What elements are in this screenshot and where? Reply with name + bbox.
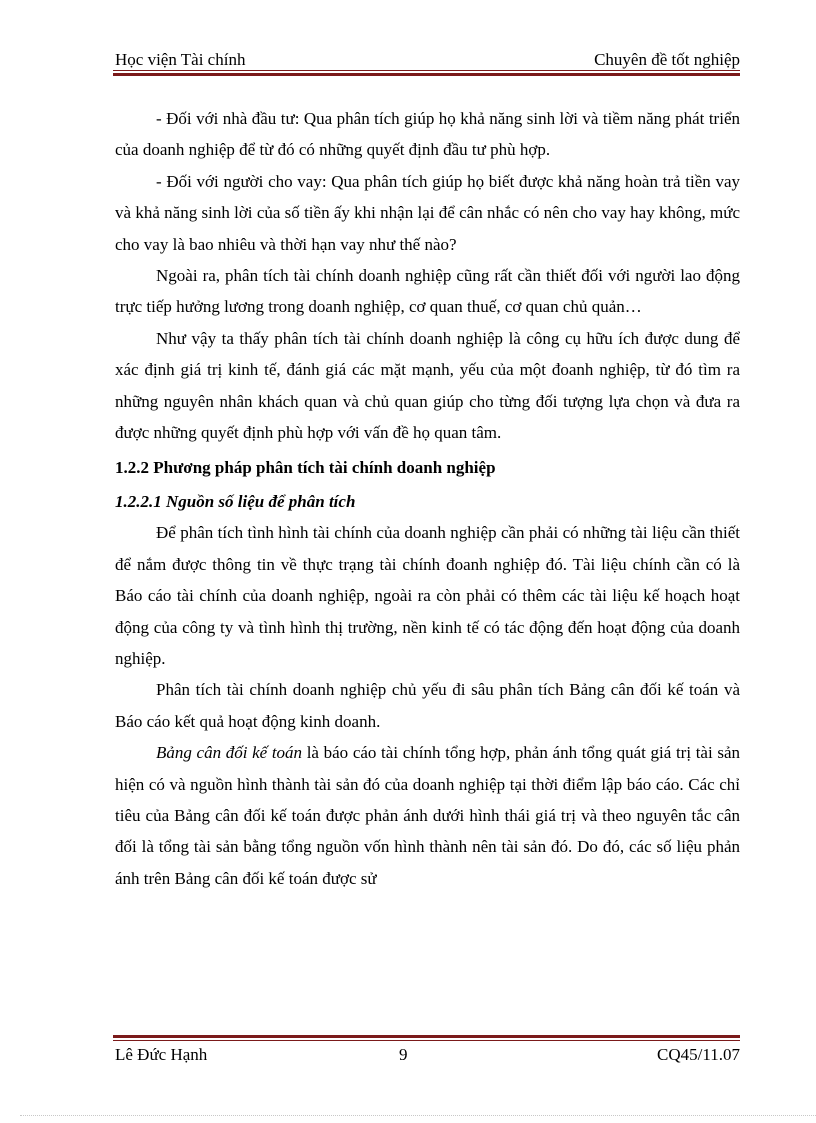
- subsection-heading-1-2-2-1: 1.2.2.1 Nguồn số liệu để phân tích: [115, 491, 356, 511]
- paragraph-balance-sheet: [115, 737, 740, 894]
- paragraph-others: Ngoài ra, phân tích tài chính doanh nghiệp cũng rất cần thiết đối với người lao động trực tiếp hưởng lương trong doanh nghiệp, cơ quan thuế, cơ quan chủ quản…: [115, 266, 740, 317]
- balance-sheet-definition: là báo cáo tài chính tổng hợp, phản ánh tổng quát giá trị tài sản hiện có và nguồn hình thành tài sản đó của doanh nghiệp tại thời điểm lập báo cáo. Các chỉ tiêu của Bảng cân đối kế toán được phản ánh dưới hình thái giá trị và theo nguyên tắc cân đối là tổng tài sản bằng tổng nguồn vốn hình thành nên tài sản đó. Do đó, các số liệu phản ánh trên Bảng cân đối kế toán được sử: [115, 743, 740, 888]
- header-institution: Học viện Tài chính: [115, 50, 246, 69]
- balance-sheet-term: Bảng cân đối kế toán: [156, 743, 303, 763]
- page-body: [115, 103, 740, 894]
- paragraph-lenders: - Đối với người cho vay: Qua phân tích giúp họ biết được khả năng hoàn trả tiền vay và khả năng sinh lời của số tiền ấy khi nhận lại để cân nhắc có nên cho vay hay không, mức cho vay là bao nhiêu và thời hạn vay như thế nào?: [115, 171, 740, 254]
- page-header: [115, 48, 740, 72]
- section-heading-1-2-2: 1.2.2 Phương pháp phân tích tài chính doanh nghiệp: [115, 458, 496, 478]
- paragraph-data-sources: Để phân tích tình hình tài chính của doanh nghiệp cần phải có những tài liệu cần thiết để nắm được thông tin về thực trạng tài chính đoanh nghiệp đó. Tài liệu chính cần có là Báo cáo tài chính của doanh nghiệp, ngoài ra còn phải có thêm các tài liệu kế hoạch hoạt động của công ty và tình hình thị trường, nền kinh tế có tác động đến hoạt động của doanh nghiệp.: [115, 523, 740, 668]
- paragraph-summary: Như vậy ta thấy phân tích tài chính doanh nghiệp là công cụ hữu ích được dung để xác định giá trị kinh tế, đánh giá các mặt mạnh, yếu của một đoanh nghiệp, từ đó tìm ra những nguyên nhân khách quan và chủ quan giúp cho từng đối tượng lựa chọn và đưa ra được những quyết định phù hợp với vấn đề họ quan tâm.: [115, 328, 740, 443]
- page-number: 9: [399, 1045, 408, 1064]
- page-footer: [115, 1043, 740, 1067]
- footer-rule-thick: [113, 1035, 740, 1038]
- header-rule-thick: [113, 73, 740, 76]
- paragraph-investors: - Đối với nhà đầu tư: Qua phân tích giúp họ khả năng sinh lời và tiềm năng phát triển của doanh nghiệp để từ đó có những quyết định đầu tư phù hợp.: [115, 109, 740, 160]
- header-document-type: Chuyên đề tốt nghiệp: [594, 50, 740, 69]
- footer-class-code: CQ45/11.07: [657, 1045, 740, 1064]
- footer-author: Lê Đức Hạnh: [115, 1045, 208, 1064]
- footer-rule-thin: [113, 1040, 740, 1041]
- page-bottom-edge: [20, 1115, 816, 1116]
- header-rule-thin: [113, 70, 740, 71]
- paragraph-main-reports: Phân tích tài chính doanh nghiệp chủ yếu đi sâu phân tích Bảng cân đối kế toán và Báo cáo kết quả hoạt động kinh doanh.: [115, 680, 740, 731]
